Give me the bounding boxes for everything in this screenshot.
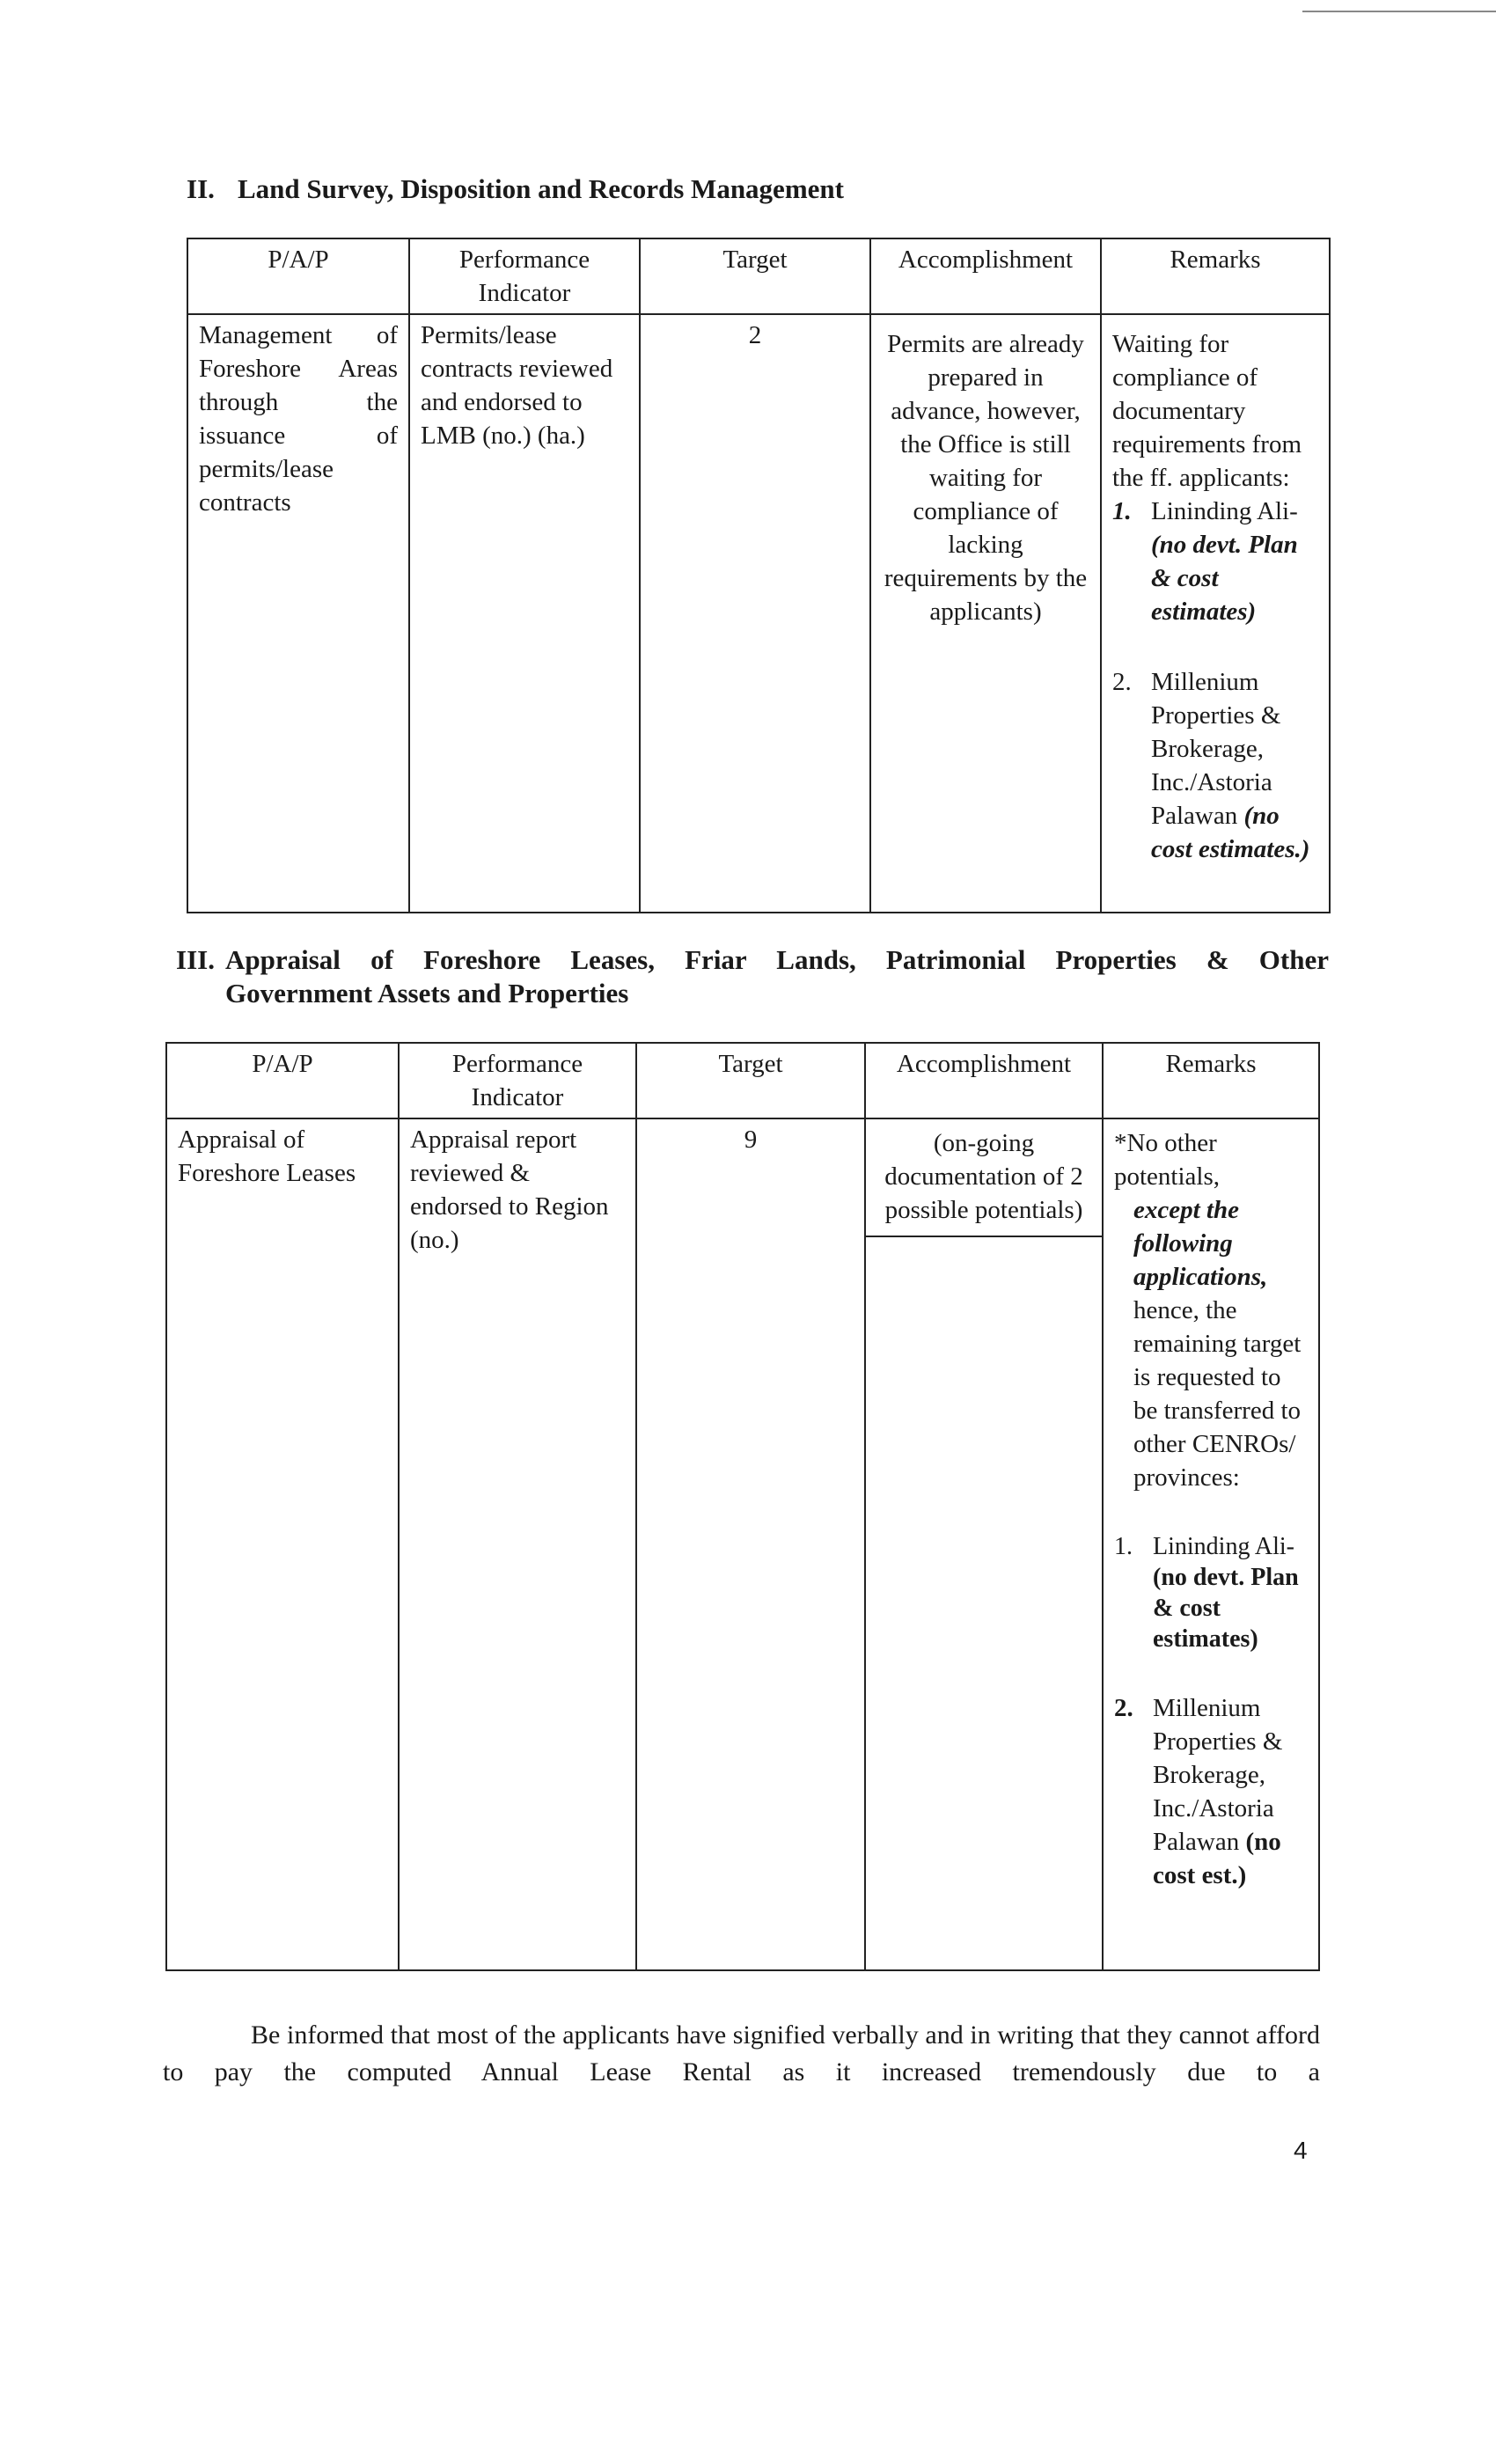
applicant-list: [1114, 1531, 1308, 1892]
accomplishment-text: (on-going documentation of 2 possible potentials): [884, 1129, 1083, 1224]
cell-accomplishment: [865, 1118, 1103, 1970]
section-3-heading-line-1: [176, 943, 1329, 977]
table-row: [187, 314, 1330, 913]
top-edge-line: [1302, 11, 1496, 12]
cell-indicator: Appraisal report reviewed & endorsed to Region (no.): [399, 1118, 636, 1970]
header-pap: P/A/P: [166, 1043, 399, 1118]
remarks-line-a: *No other potentials,: [1114, 1129, 1221, 1191]
header-target: Target: [636, 1043, 865, 1118]
item-name: Millenium Properties & Brokerage, Inc./Astoria Palawan: [1151, 668, 1281, 830]
list-item: [1112, 495, 1318, 628]
item-number: 2.: [1112, 668, 1132, 696]
section-2-title: Land Survey, Disposition and Records Management: [238, 173, 844, 204]
item-name: Lininding Ali-: [1153, 1533, 1294, 1560]
section-3-title-line-2: Government Assets and Properties: [225, 978, 629, 1008]
cell-remarks: [1103, 1118, 1319, 1970]
cell-target: 9: [636, 1118, 865, 1970]
item-body: [1153, 1531, 1308, 1654]
section-3-number: III.: [176, 944, 215, 975]
header-performance-indicator: Performance Indicator: [399, 1043, 636, 1118]
header-pap: P/A/P: [187, 238, 409, 314]
cell-pap: Management of Foreshore Areas through the issuance of permits/lease contracts: [187, 314, 409, 913]
page-number: 4: [1294, 2137, 1308, 2164]
remarks-intro: Waiting for compliance of documentary requirements from the ff. applicants:: [1112, 330, 1302, 492]
item-number: 2.: [1114, 1694, 1133, 1722]
section-3-title-line-1: Appraisal of Foreshore Leases, Friar Lands, Patrimonial Properties & Other: [225, 944, 1329, 975]
item-note: (no cost est.): [1153, 1828, 1281, 1889]
item-body: [1153, 1691, 1308, 1892]
cell-divider: [866, 1236, 1102, 1238]
remarks-line-c: hence, the remaining target is requested to be transferred to other CENROs/ provinces:: [1133, 1296, 1302, 1492]
item-body: [1151, 495, 1318, 628]
item-name: Lininding Ali-: [1151, 497, 1298, 525]
closing-paragraph-text: Be informed that most of the applicants have signified verbally and in writing that they cannot afford to pay the computed Annual Lease Rental as it increased tremendously due to a: [163, 2020, 1320, 2086]
item-note: (no cost estimates.): [1151, 802, 1310, 863]
list-item: [1114, 1531, 1308, 1654]
table-row: [166, 1118, 1319, 1970]
item-number: 1.: [1114, 1533, 1133, 1560]
item-number: 1.: [1112, 497, 1132, 525]
header-target: Target: [640, 238, 870, 314]
cell-target: 2: [640, 314, 870, 913]
section-2-heading: [187, 172, 844, 206]
cell-accomplishment: Permits are already prepared in advance, however, the Office is still waiting for compliance of lacking requirements by the applicants): [870, 314, 1101, 913]
header-accomplishment: Accomplishment: [870, 238, 1101, 314]
item-name: Millenium Properties & Brokerage, Inc./Astoria Palawan: [1153, 1694, 1283, 1856]
table-header-row: [166, 1043, 1319, 1118]
header-accomplishment: Accomplishment: [865, 1043, 1103, 1118]
closing-paragraph: [163, 2017, 1320, 2091]
list-item: [1114, 1691, 1308, 1892]
list-item: [1112, 665, 1318, 866]
item-note: (no devt. Plan & cost estimates): [1153, 1564, 1299, 1653]
cell-indicator: Permits/lease contracts reviewed and endorsed to LMB (no.) (ha.): [409, 314, 640, 913]
section-2-number: II.: [187, 173, 215, 204]
section-3-heading: [176, 943, 1329, 1010]
header-performance-indicator: Performance Indicator: [409, 238, 640, 314]
table-header-row: [187, 238, 1330, 314]
header-remarks: Remarks: [1103, 1043, 1319, 1118]
applicant-list: [1112, 495, 1318, 866]
item-body: [1151, 665, 1318, 866]
cell-pap: Appraisal of Foreshore Leases: [166, 1118, 399, 1970]
header-remarks: Remarks: [1101, 238, 1330, 314]
cell-remarks: [1101, 314, 1330, 913]
section-3-table: [165, 1042, 1320, 1971]
remarks-line-b: except the following applications,: [1133, 1196, 1268, 1291]
item-note: (no devt. Plan & cost estimates): [1151, 531, 1298, 626]
section-2-table: [187, 238, 1331, 913]
